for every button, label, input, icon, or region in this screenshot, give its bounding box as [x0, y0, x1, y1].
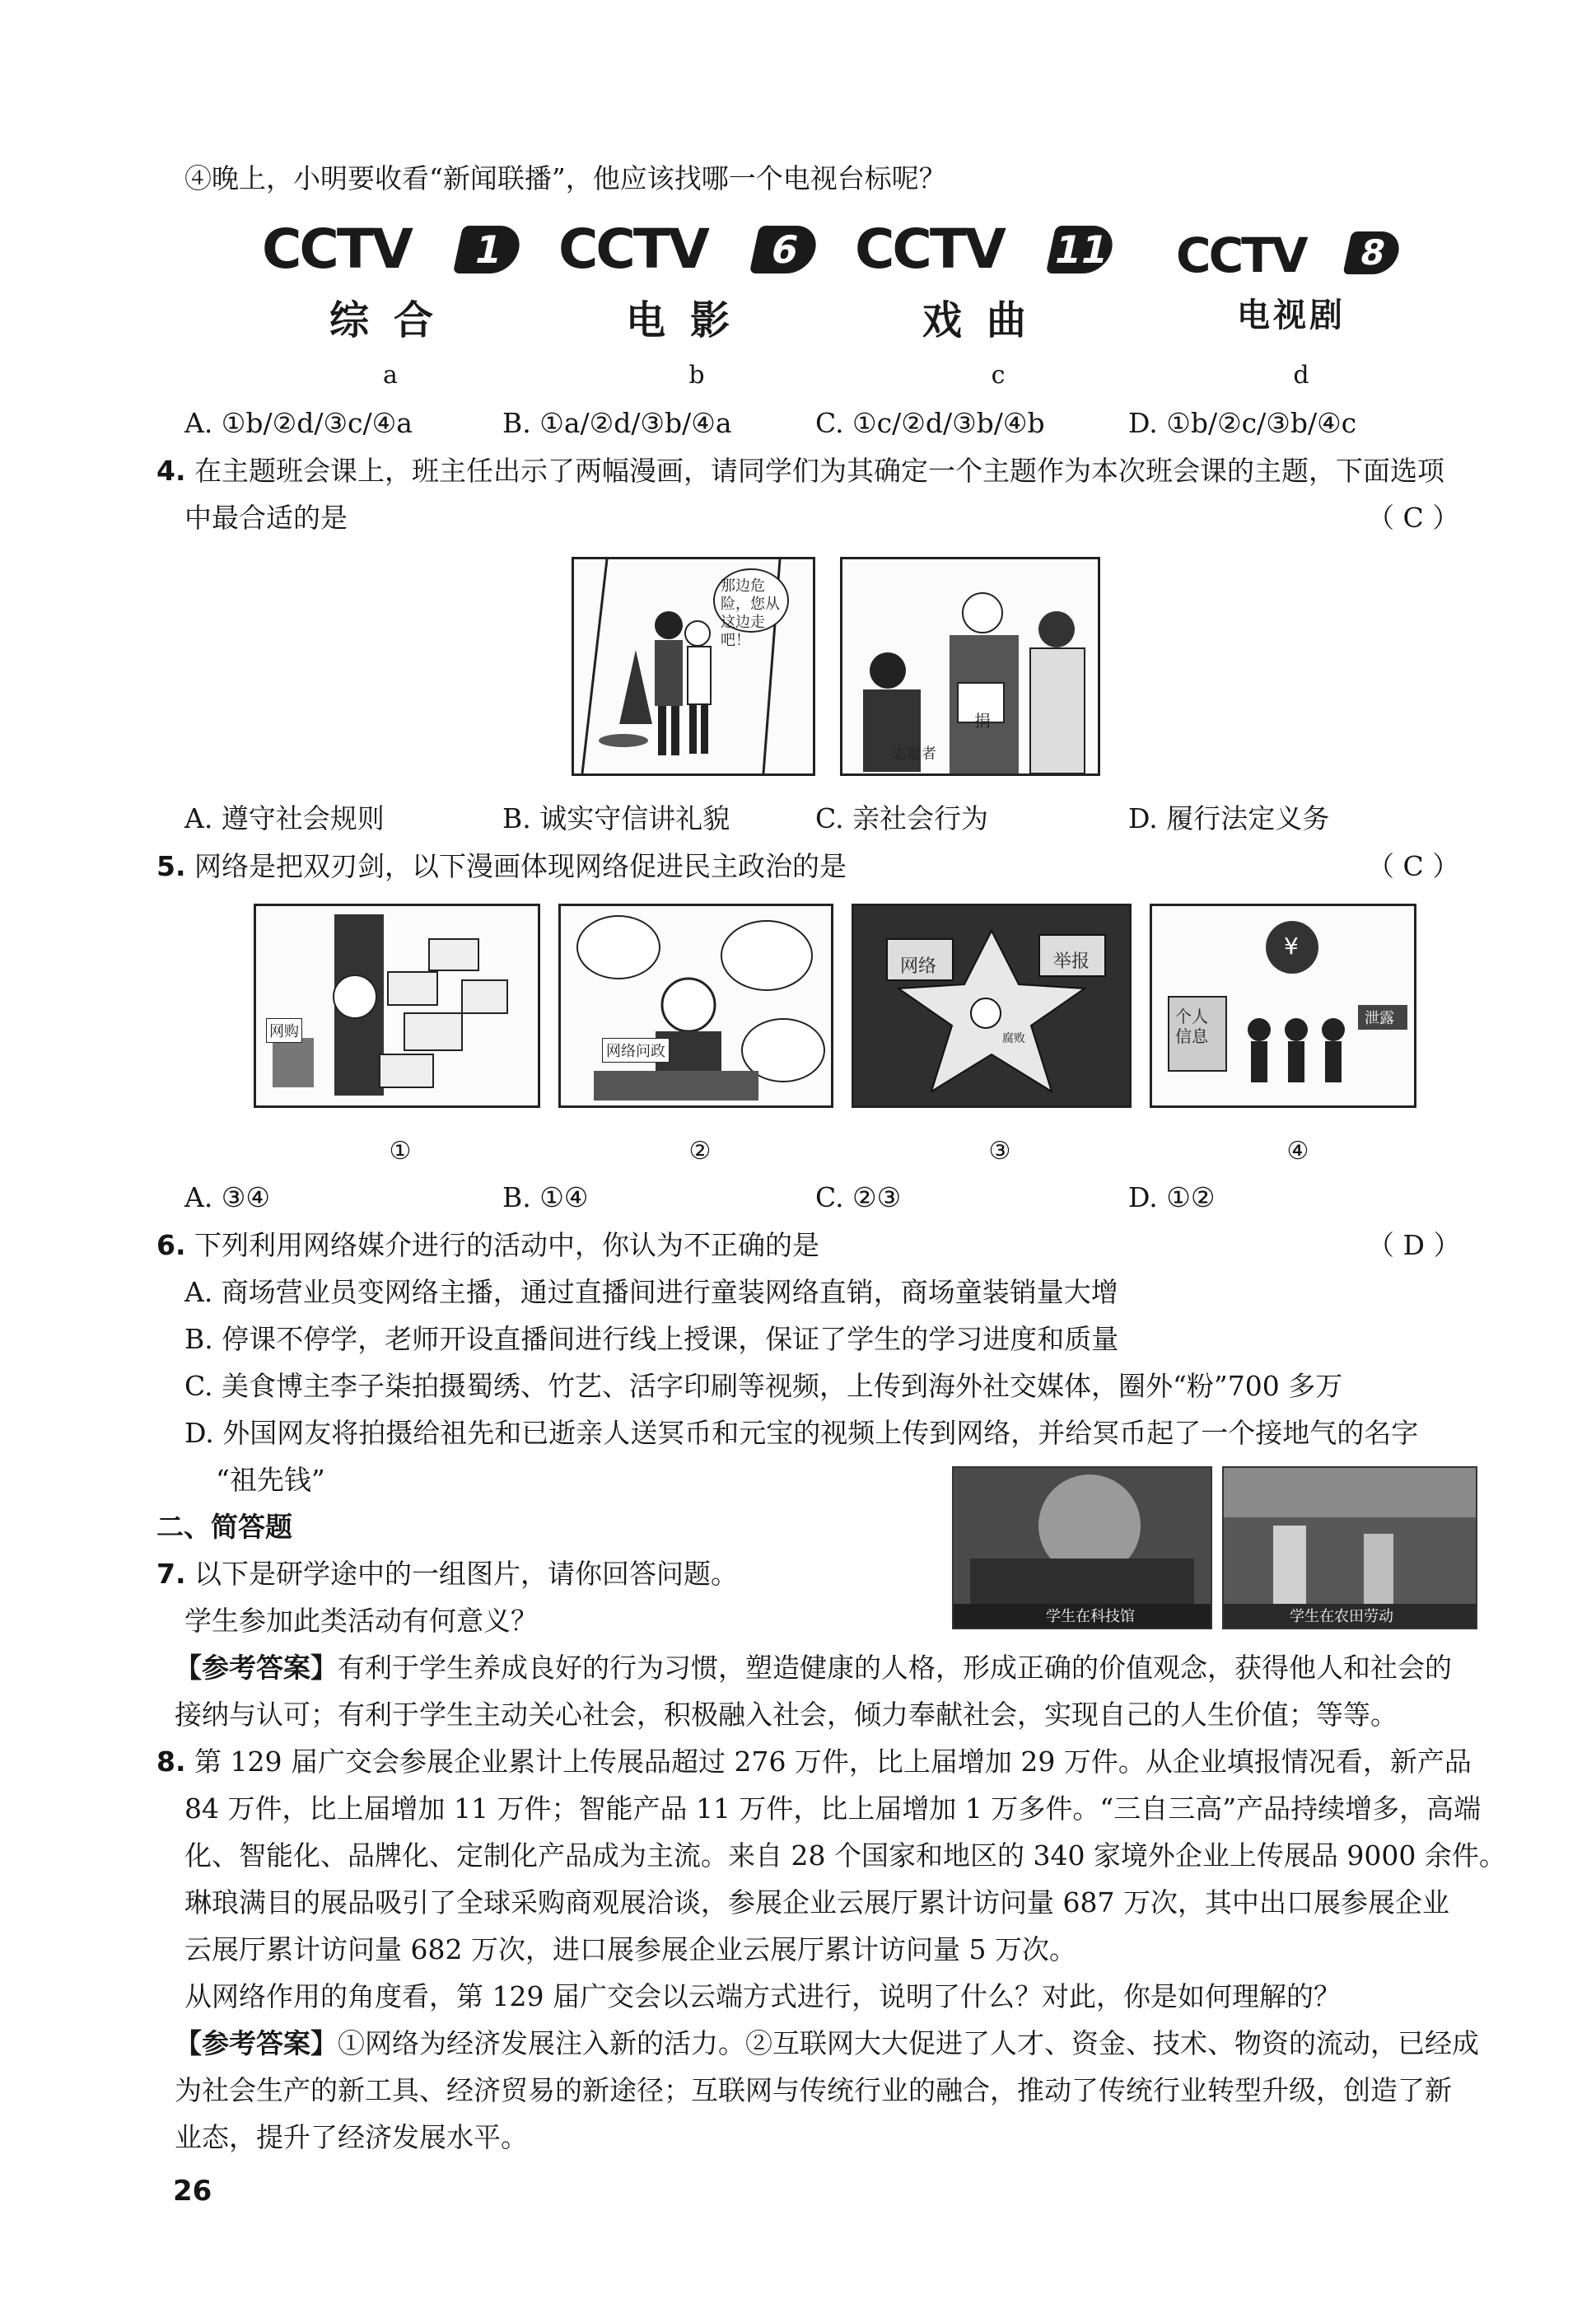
channel-name: 综合 [329, 297, 458, 343]
q5-panel-label-2: ② [688, 1137, 712, 1166]
q3-question-tail: ④晚上，小明要收看“新闻联播”，他应该找哪一个电视台标呢？ [184, 162, 946, 194]
q5-cartoon-3 [852, 904, 1132, 1108]
q5-cartoon-2 [558, 904, 833, 1108]
cctv6-logo [558, 217, 822, 344]
cctv11-logo [855, 217, 1118, 344]
q6-answer: （ D ） [1367, 1229, 1461, 1261]
channel-number: 6 [749, 226, 820, 273]
cctv-wordmark: CCTV [855, 217, 1004, 281]
q5-panel-label-3: ③ [988, 1137, 1011, 1166]
photo-caption-1: 学生在科技馆 [1046, 1608, 1135, 1625]
q5-cartoon-4 [1150, 904, 1416, 1108]
q7-stem: 7. 以下是研学途中的一组图片，请你回答问题。 [156, 1558, 738, 1590]
q5-option-a: A. ③④ [184, 1181, 270, 1213]
reference-label: 【参考答案】 [175, 1652, 338, 1684]
q5-answer: （ C ） [1367, 850, 1460, 882]
cctv1-logo [262, 217, 525, 344]
q4-answer: （ C ） [1367, 502, 1460, 534]
q5-panel-label-4: ④ [1286, 1137, 1309, 1166]
q7-photo-science-museum [952, 1466, 1212, 1629]
cctv8-logo [1176, 227, 1440, 350]
q5-option-c: C. ②③ [815, 1181, 902, 1213]
q8-line2: 84 万件，比上届增加 11 万件；智能产品 11 万件，比上届增加 1 万多件。“三自三高”产品持续增多，高端 [184, 1792, 1482, 1825]
logo-label-c: c [991, 361, 1006, 390]
q4-option-c: C. 亲社会行为 [815, 802, 989, 834]
q7-reference-line2: 接纳与认可；有利于学生主动关心社会，积极融入社会，倾力奉献社会，实现自己的人生价值；等等。 [175, 1699, 1398, 1731]
channel-number: 1 [453, 226, 524, 273]
q4-cartoon-1 [572, 557, 815, 776]
logo-label-b: b [688, 361, 705, 390]
personal-info-label: 个人信息 [1175, 1007, 1208, 1046]
q4-option-a: A. 遵守社会规则 [184, 802, 385, 834]
speech-bubble-text: 那边危险，您从这边走吧！ [721, 577, 780, 649]
section-title: 二、简答题 [156, 1511, 292, 1543]
q6-option-c: C. 美食博主李子柒拍摄蜀绣、竹艺、活字印刷等视频，上传到海外社交媒体，圈外“粉”700 多万 [184, 1370, 1343, 1402]
photo-farm-labor [1224, 1468, 1476, 1628]
online-shopping-sign: 网购 [266, 1018, 302, 1043]
channel-name: 戏曲 [922, 297, 1051, 343]
q5-option-b: B. ①④ [502, 1181, 589, 1213]
cartoon-online-shopping [256, 906, 538, 1105]
page-number: 26 [173, 2175, 212, 2208]
q7-reference-line1: 【参考答案】有利于学生养成良好的行为习惯，塑造健康的人格，形成正确的价值观念，获得他人和社会的 [175, 1652, 1452, 1684]
q3-option-d: D. ①b/②c/③b/④c [1128, 407, 1357, 439]
q6-number: 6. [156, 1229, 186, 1261]
donation-sign: 捐 [974, 711, 991, 731]
cartoon-data-leak [1152, 906, 1414, 1105]
network-box-text: 网络 [900, 956, 937, 977]
cctv-wordmark: CCTV [1176, 227, 1306, 283]
q5-panel-label-1: ① [389, 1137, 412, 1166]
q8-reference-line1: 【参考答案】①网络为经济发展注入新的活力。②互联网大大促进了人才、资金、技术、物资的流动，已经成 [175, 2027, 1479, 2059]
q3-option-b: B. ①a/②d/③b/④a [502, 407, 732, 439]
cctv-wordmark: CCTV [558, 217, 707, 281]
q5-option-d: D. ①② [1128, 1181, 1216, 1213]
channel-name: 电影 [625, 297, 754, 343]
q8-line3: 化、智能化、品牌化、定制化产品成为主流。来自 28 个国家和地区的 340 家境外企业上传展品 9000 余件。 [184, 1839, 1506, 1872]
q8-reference-line3: 业态，提升了经济发展水平。 [175, 2121, 528, 2153]
q4-option-b: B. 诚实守信讲礼貌 [502, 802, 730, 834]
q4-stem-line2: 中最合适的是 [184, 502, 348, 534]
q7-photo-farm [1222, 1466, 1477, 1629]
q8-line4: 琳琅满目的展品吸引了全球采购商观展洽谈，参展企业云展厅累计访问量 687 万次，其中出口展参展企业 [184, 1886, 1449, 1918]
q6-option-a: A. 商场营业员变网络主播，通过直播间进行童装网络直销，商场童装销量大增 [184, 1276, 1118, 1308]
q7-number: 7. [156, 1558, 186, 1590]
q3-option-a: A. ①b/②d/③c/④a [184, 407, 413, 439]
cartoon-report-corruption [854, 906, 1129, 1105]
q4-stem-line1: 4. 在主题班会课上，班主任出示了两幅漫画，请同学们为其确定一个主题作为本次班会课的主题，下面选项 [156, 455, 1444, 487]
photo-caption-2: 学生在农田劳动 [1290, 1608, 1393, 1625]
q3-option-c: C. ①c/②d/③b/④b [815, 407, 1045, 439]
volunteer-label: 志愿者 [892, 745, 936, 763]
channel-number: 8 [1342, 231, 1402, 274]
q5-stem: 5. 网络是把双刃剑，以下漫画体现网络促进民主政治的是 [156, 850, 847, 882]
q8-line1: 8. 第 129 届广交会参展企业累计上传展品超过 276 万件，比上届增加 29 万件。从企业填报情况看，新产品 [156, 1746, 1472, 1778]
logo-label-d: d [1293, 361, 1309, 390]
q8-line5: 云展厅累计访问量 682 万次，进口展参展企业云展厅累计访问量 5 万次。 [184, 1933, 1076, 1965]
q6-option-b: B. 停课不停学，老师开设直播间进行线上授课，保证了学生的学习进度和质量 [184, 1323, 1119, 1355]
online-governance-sign: 网络问政 [602, 1038, 670, 1063]
reference-label: 【参考答案】 [175, 2027, 338, 2059]
photo-science-museum [954, 1468, 1211, 1628]
cartoon-online-governance [561, 906, 831, 1105]
q4-cartoon-2 [840, 557, 1100, 776]
channel-name: 电视剧 [1237, 297, 1346, 334]
q8-question: 从网络作用的角度看，第 129 届广交会以云端方式进行，说明了什么？对此，你是如何理解的？ [184, 1980, 1341, 2012]
q8-number: 8. [156, 1746, 186, 1778]
q4-option-d: D. 履行法定义务 [1128, 802, 1330, 834]
q6-option-d: D. 外国网友将拍摄给祖先和已逝亲人送冥币和元宝的视频上传到网络，并给冥币起了一个接地气的名字 [184, 1417, 1419, 1449]
q5-number: 5. [156, 850, 186, 882]
cctv-wordmark: CCTV [262, 217, 411, 281]
q6-option-d-cont: “祖先钱” [216, 1464, 325, 1496]
report-box-text: 举报 [1053, 951, 1090, 972]
yuan-icon: ¥ [1284, 932, 1299, 960]
cartoon-volunteers [842, 559, 1098, 773]
q4-number: 4. [156, 455, 186, 487]
q5-cartoon-1 [254, 904, 540, 1108]
q8-reference-line2: 为社会生产的新工具、经济贸易的新途径；互联网与传统行业的融合，推动了传统行业转型升级，创造了新 [175, 2074, 1452, 2106]
q7-question: 学生参加此类活动有何意义？ [184, 1605, 538, 1637]
corruption-label: 腐败 [1002, 1032, 1025, 1045]
leak-label: 泄露 [1365, 1010, 1394, 1027]
q6-stem: 6. 下列利用网络媒介进行的活动中，你认为不正确的是 [156, 1229, 819, 1261]
channel-number: 11 [1046, 226, 1117, 273]
logo-label-a: a [383, 361, 398, 390]
